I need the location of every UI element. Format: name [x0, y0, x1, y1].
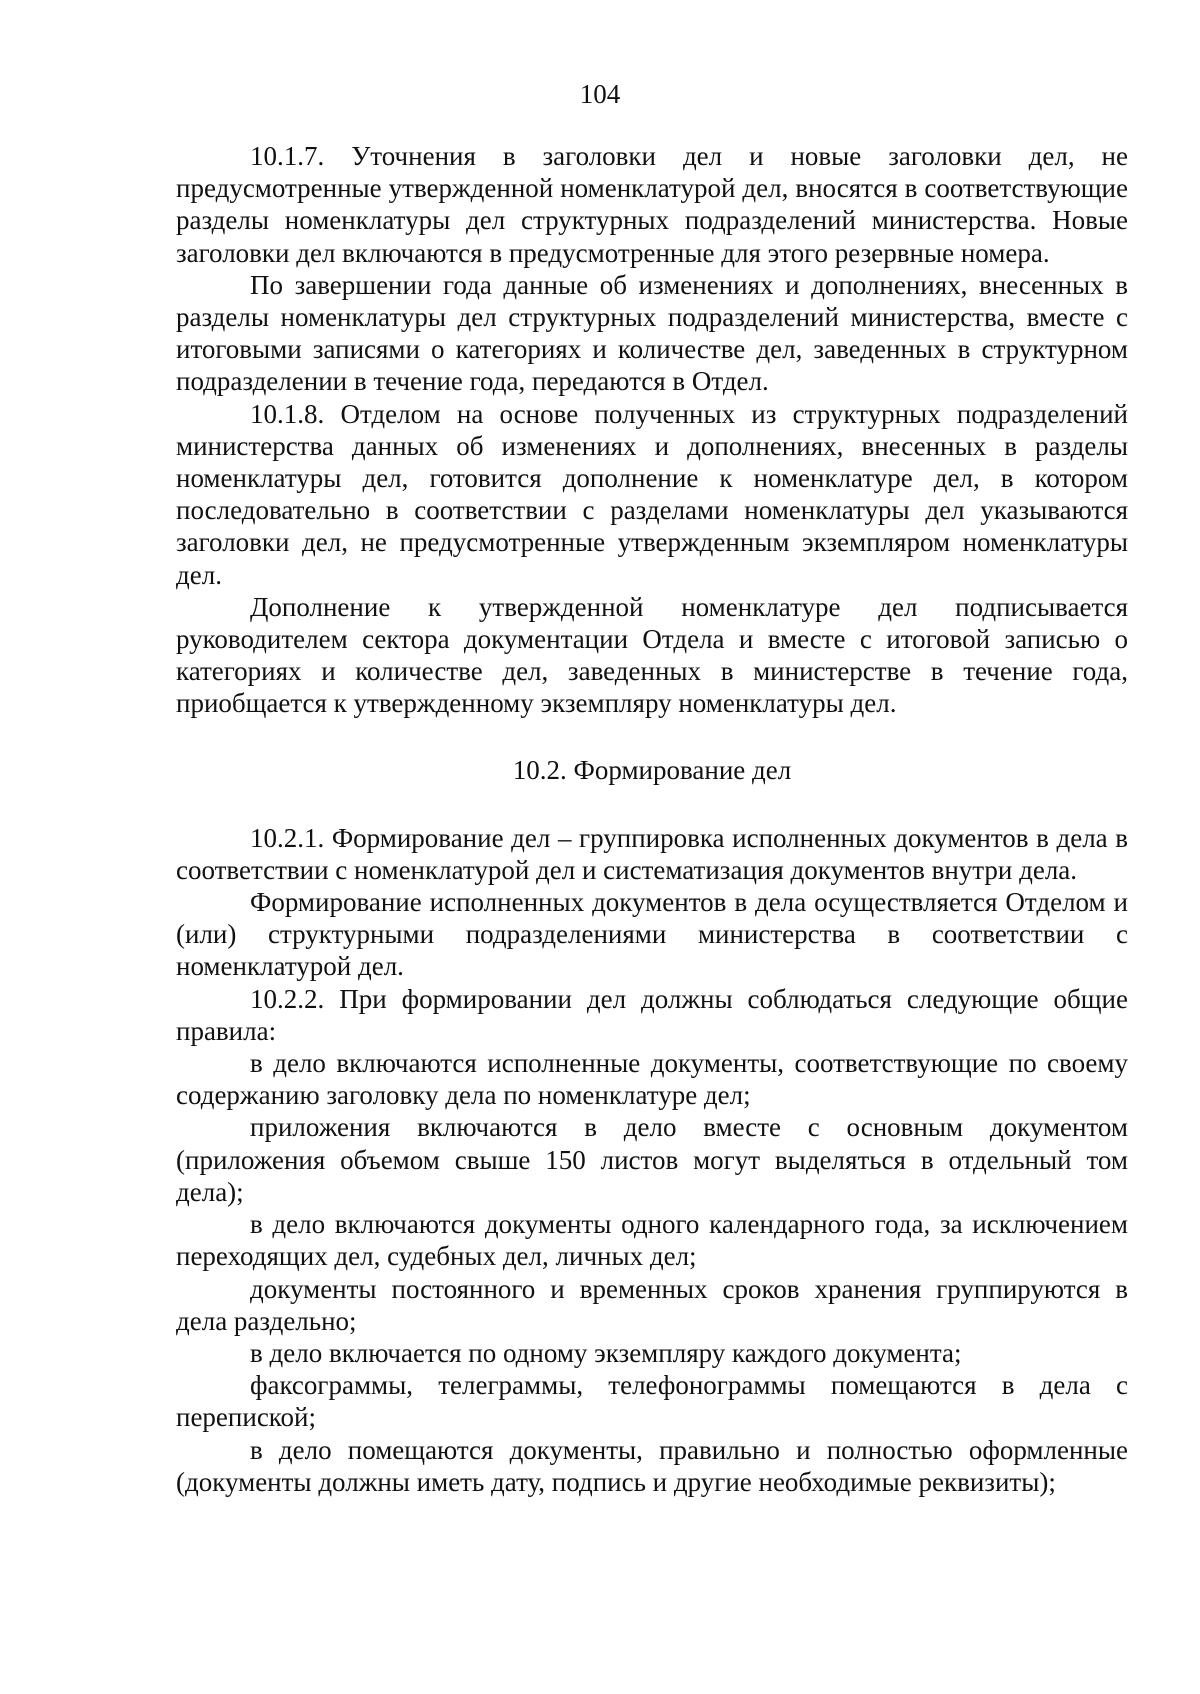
- paragraph-10-1-7: 10.1.7. Уточнения в заголовки дел и новые заголовки дел, не предусмотренные утвержденной номенклатурой дел, вносятся в соответствующие разделы номенклатуры дел структурных подразделений министерства. Новые заголовки дел включаются в предусмотренные для этого резервные номера.: [176, 141, 1128, 268]
- rule-item: в дело помещаются документы, правильно и полностью оформленные (документы должны иметь дату, подпись и другие необходимые реквизиты);: [176, 1434, 1128, 1497]
- rule-item: факсограммы, телеграммы, телефонограммы помещаются в дела с перепиской;: [176, 1370, 1128, 1433]
- section-heading-10-2: 10.2. Формирование дел: [512, 754, 792, 785]
- paragraph-10-1-8: 10.1.8. Отделом на основе полученных из структурных подразделений министерства данных об изменениях и дополнениях, внесенных в разделы номенклатуры дел, готовится дополнение к номенклатуре дел, в котором последовательно в соответствии с разделами номенклатуры дел указываются заголовки дел, не предусмотренные утвержденным экземпляром номенклатуры дел.: [176, 398, 1128, 590]
- paragraph-10-2-2: 10.2.2. При формировании дел должны соблюдаться следующие общие правила:: [176, 983, 1128, 1046]
- paragraph-10-2-1: 10.2.1. Формирование дел – группировка исполненных документов в дела в соответствии с номенклатурой дел и систематизация документов внутри дела.: [176, 822, 1128, 885]
- paragraph-forming-executed-docs: Формирование исполненных документов в дела осуществляется Отделом и (или) структурными подразделениями министерства в соответствии с номенклатурой дел.: [176, 887, 1128, 982]
- rule-item: в дело включается по одному экземпляру каждого документа;: [250, 1337, 962, 1368]
- paragraph-addition-signing: Дополнение к утвержденной номенклатуре дел подписывается руководителем сектора документации Отдела и вместе с итоговой записью о категориях и количестве дел, заведенных в министерстве в течение года, приобщается к утвержденному экземпляру номенклатуры дел.: [176, 591, 1128, 719]
- document-body: [176, 140, 1128, 1498]
- paragraph-year-end-changes: По завершении года данные об изменениях и дополнениях, внесенных в разделы номенклатуры дел структурных подразделений министерства, вместе с итоговыми записями о категориях и количестве дел, заведенных в структурном подразделении в течение года, передаются в Отдел.: [176, 269, 1128, 397]
- rule-item: в дело включаются исполненные документы, соответствующие по своему содержанию заголовку дела по номенклатуре дел;: [176, 1048, 1128, 1111]
- rule-item: приложения включаются в дело вместе с основным документом (приложения объемом свыше 150 листов могут выделяться в отдельный том дела);: [176, 1112, 1128, 1207]
- rule-item: в дело включаются документы одного календарного года, за исключением переходящих дел, судебных дел, личных дел;: [176, 1209, 1128, 1272]
- page-number: 104: [579, 79, 621, 109]
- rule-item: документы постоянного и временных сроков хранения группируются в дела раздельно;: [176, 1273, 1128, 1336]
